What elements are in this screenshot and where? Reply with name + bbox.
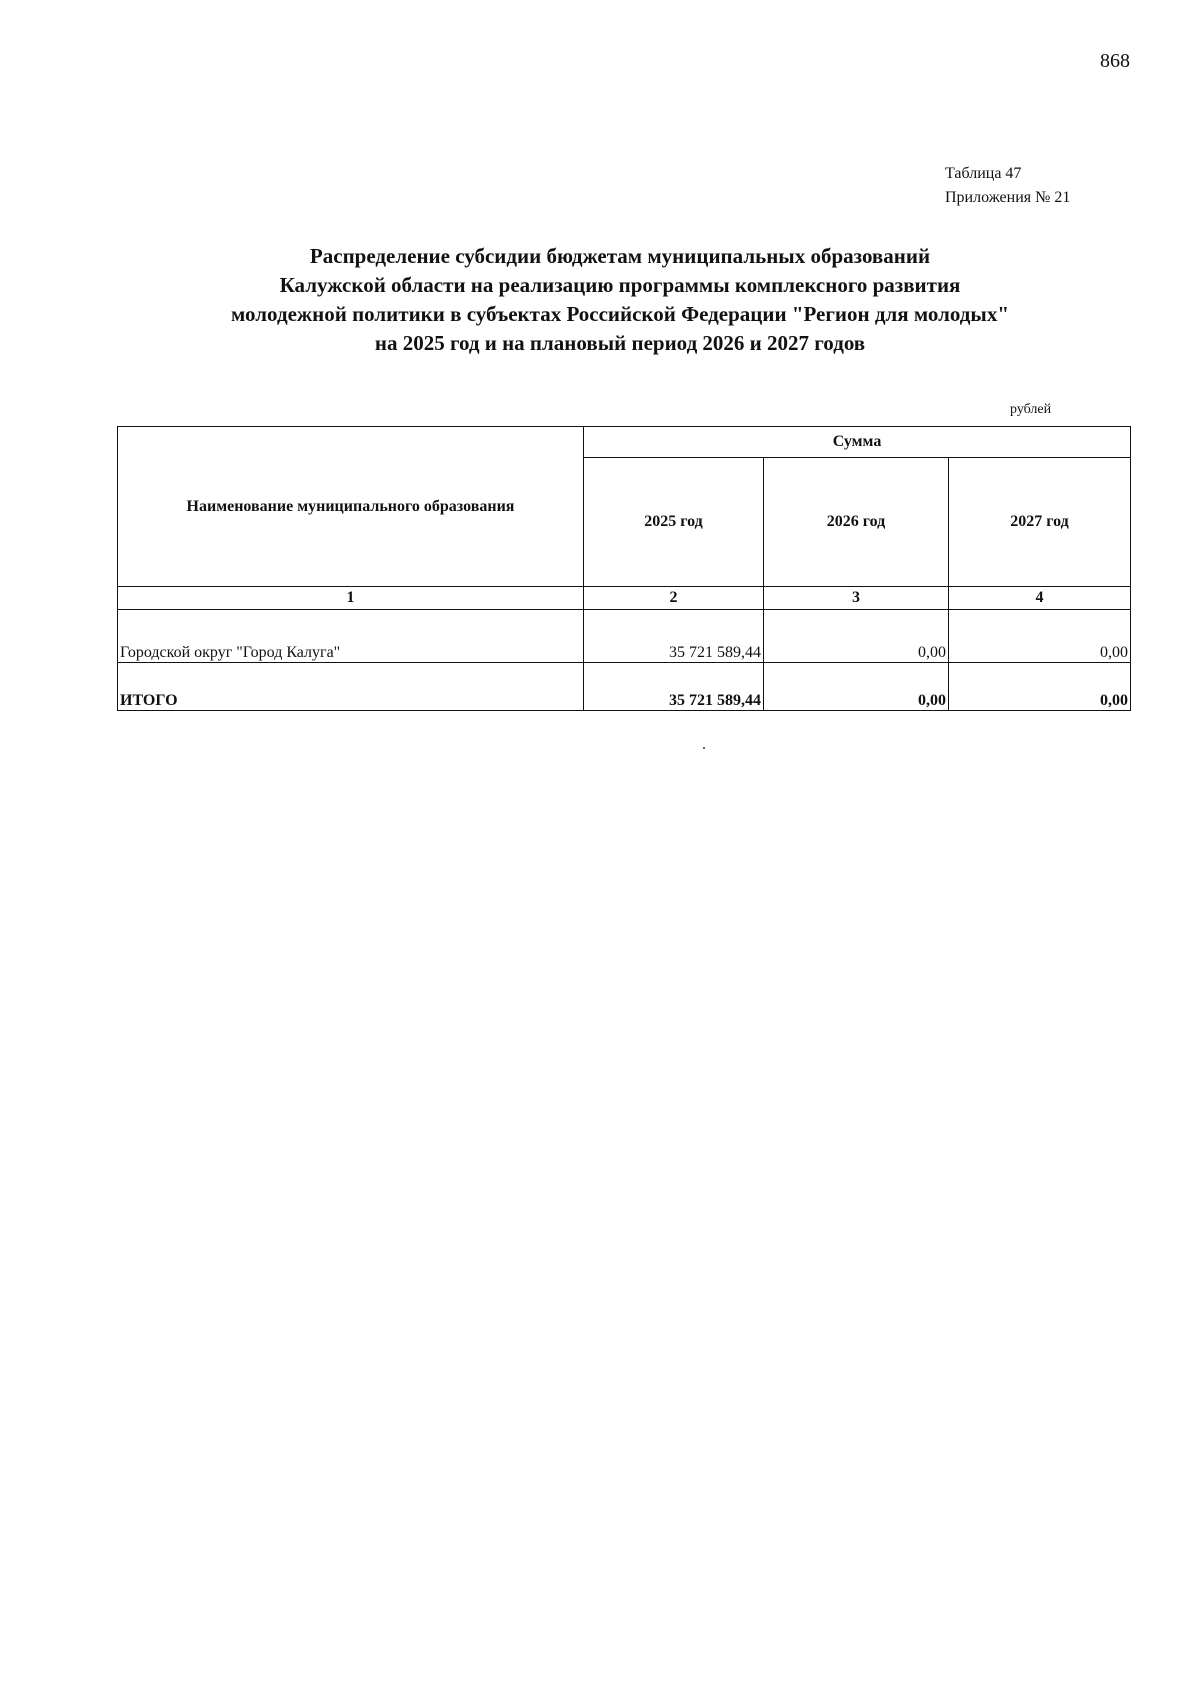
header-year-2026: 2026 год	[764, 458, 949, 587]
table-header-row	[118, 427, 1131, 458]
scan-speck	[703, 747, 705, 749]
municipality-name: Городской округ "Город Калуга"	[118, 610, 584, 663]
column-number-row	[118, 587, 1131, 610]
column-number: 1	[118, 587, 584, 610]
title-line: Распределение субсидии бюджетам муниципальных образований	[309, 244, 931, 268]
header-year-2027: 2027 год	[949, 458, 1131, 587]
total-row	[118, 663, 1131, 711]
column-number: 2	[584, 587, 764, 610]
appendix-reference	[945, 162, 1070, 210]
total-2027: 0,00	[949, 663, 1131, 711]
header-municipality-name: Наименование муниципального образования	[118, 427, 584, 587]
page-number: 868	[1100, 50, 1130, 72]
title-line: на 2025 год и на плановый период 2026 и 2027 годов	[374, 331, 866, 355]
subsidy-table	[117, 426, 1131, 711]
amount-2027: 0,00	[949, 610, 1131, 663]
title-line: молодежной политики в субъектах Российской Федерации "Регион для молодых"	[231, 302, 1009, 326]
header-year-2025: 2025 год	[584, 458, 764, 587]
table-row	[118, 610, 1131, 663]
units-label: рублей	[1010, 402, 1052, 417]
document-title	[120, 242, 1120, 358]
column-number: 4	[949, 587, 1131, 610]
title-line: Калужской области на реализацию программы комплексного развития	[279, 273, 961, 297]
header-sum: Сумма	[584, 427, 1131, 458]
total-label: ИТОГО	[118, 663, 584, 711]
total-2026: 0,00	[764, 663, 949, 711]
amount-2026: 0,00	[764, 610, 949, 663]
amount-2025: 35 721 589,44	[584, 610, 764, 663]
table-label: Таблица 47	[945, 165, 1022, 182]
column-number: 3	[764, 587, 949, 610]
total-2025: 35 721 589,44	[584, 663, 764, 711]
appendix-label: Приложения № 21	[945, 189, 1071, 206]
